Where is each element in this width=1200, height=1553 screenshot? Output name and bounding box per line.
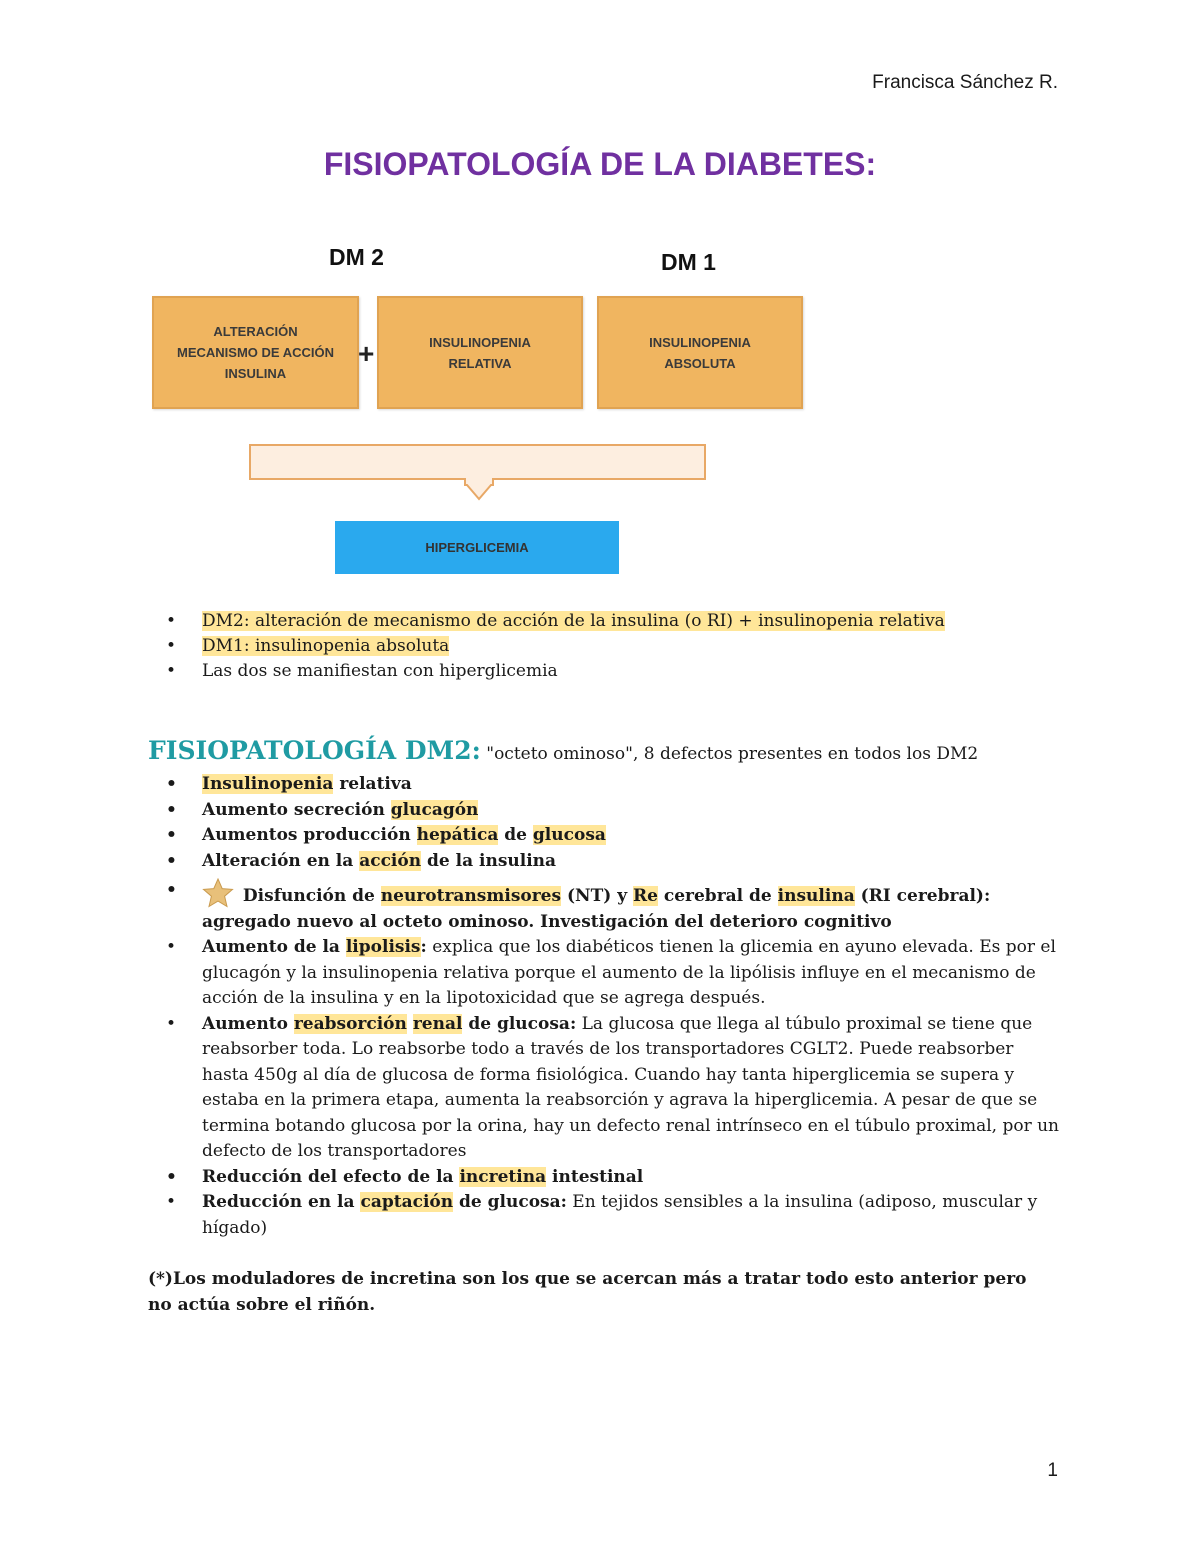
- list-item: • Aumento secreción glucagón: [166, 798, 1060, 824]
- page-number: 1: [1047, 1460, 1058, 1481]
- box-insulinopenia-absoluta: INSULINOPENIA ABSOLUTA: [597, 296, 803, 409]
- box-insulinopenia-relativa: INSULINOPENIA RELATIVA: [377, 296, 583, 409]
- list-item: • Aumento reabsorción renal de glucosa: La glucosa que llega al túbulo proximal se tiene que reabsorber toda. Lo reabsorbe todo a través de los transportadores CGLT2. Puede reabsorber hasta 450g al día de glucosa de forma fisiológica. Cuando hay tanta hiperglicemia se supera y estaba en la primera etapa, aumenta la reabsorción y agrava la hiperglicemia. A pesar de que se termina botando glucosa por la orina, hay un defecto renal intrínseco en el túbulo proximal, por un defecto de los transportadores: [166, 1012, 1060, 1165]
- list-item: • DM1: insulinopenia absoluta: [166, 634, 1060, 659]
- dm2-heading: [148, 736, 978, 765]
- dm1-label: DM 1: [661, 249, 716, 275]
- dm2-heading-title: FISIOPATOLOGÍA DM2:: [148, 736, 481, 765]
- list-item: • Las dos se manifiestan con hiperglicemia: [166, 659, 1060, 684]
- summary-list: [166, 609, 1060, 684]
- list-item: • Alteración en la acción de la insulina: [166, 849, 1060, 875]
- list-item: • Aumento de la lipolisis: explica que los diabéticos tienen la glicemia en ayuno elevada. Es por el glucagón y la insulinopenia relativa porque el aumento de la lipólisis influye en el mecanismo de acción de la insulina y en la lipotoxicidad que se agrega después.: [166, 935, 1060, 1012]
- list-item: • Reducción en la captación de glucosa: En tejidos sensibles a la insulina (adiposo, muscular y hígado): [166, 1190, 1060, 1241]
- dm2-defects-list: [166, 772, 1060, 1241]
- dm2-heading-subtitle: "octeto ominoso", 8 defectos presentes en todos los DM2: [480, 744, 979, 764]
- list-item: • Disfunción de neurotransmisores (NT) y Re cerebral de insulina (RI cerebral): agregado nuevo al octeto ominoso. Investigación del deterioro cognitivo: [166, 878, 1060, 935]
- list-item: • Reducción del efecto de la incretina intestinal: [166, 1165, 1060, 1191]
- plus-sign: +: [358, 338, 375, 369]
- list-item: • Aumentos producción hepática de glucosa: [166, 823, 1060, 849]
- dm2-label: DM 2: [329, 244, 384, 270]
- footnote: (*)Los moduladores de incretina son los que se acercan más a tratar todo esto anterior pero no actúa sobre el riñón.: [148, 1269, 1027, 1315]
- down-arrow-icon: [249, 443, 707, 503]
- box-alteracion-mecanismo: ALTERACIÓN MECANISMO DE ACCIÓN INSULINA: [152, 296, 359, 409]
- list-item: • Insulinopenia relativa: [166, 772, 1060, 798]
- author-name: Francisca Sánchez R.: [872, 72, 1058, 93]
- list-item: • DM2: alteración de mecanismo de acción de la insulina (o RI) + insulinopenia relativa: [166, 609, 1060, 634]
- star-icon: [202, 878, 234, 908]
- box-hiperglicemia: HIPERGLICEMIA: [335, 521, 619, 574]
- page-title: FISIOPATOLOGÍA DE LA DIABETES:: [323, 146, 877, 182]
